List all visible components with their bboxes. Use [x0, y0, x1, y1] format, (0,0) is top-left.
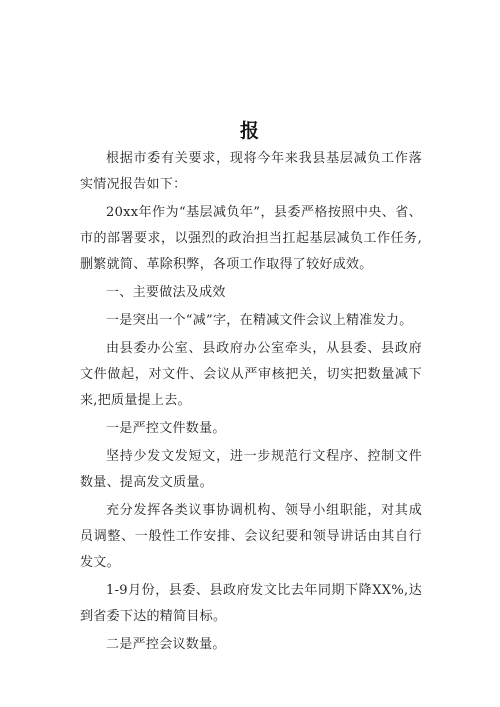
paragraph: 坚持少发文发短文，进一步规范行文程序、控制文件数量、提高发文质量。 — [80, 449, 422, 490]
document-title: 报 — [239, 120, 260, 142]
paragraph: 根据市委有关要求，现将今年来我县基层减负工作落实情况报告如下： — [80, 151, 422, 192]
paragraph: 由县委办公室、县政府办公室牵头，从县委、县政府文件做起，对文件、会议从严审核把关，切实把数量减下来,把质量提上去。 — [80, 341, 422, 408]
paragraph: 二是严控会议数量。 — [106, 637, 226, 652]
paragraph: 1-9月份，县委、县政府发文比去年同期下降XX%,达到省委下达的精简目标。 — [80, 583, 422, 624]
paragraph: 一是突出一个“减”字，在精减文件会议上精准发力。 — [106, 313, 413, 328]
paragraph: 20xx年作为“基层减负年”，县委严格按照中央、省、市的部署要求，以强烈的政治担当扛起基层减负工作任务,删繁就简、革除积弊，各项工作取得了较好成效。 — [80, 205, 422, 272]
paragraph: 一是严控文件数量。 — [106, 421, 226, 436]
document-body — [80, 146, 422, 660]
section-heading: 一、主要做法及成效 — [106, 285, 226, 300]
paragraph: 充分发挥各类议事协调机构、领导小组职能，对其成员调整、一般性工作安排、会议纪要和领导讲话由其自行发文。 — [80, 503, 422, 570]
